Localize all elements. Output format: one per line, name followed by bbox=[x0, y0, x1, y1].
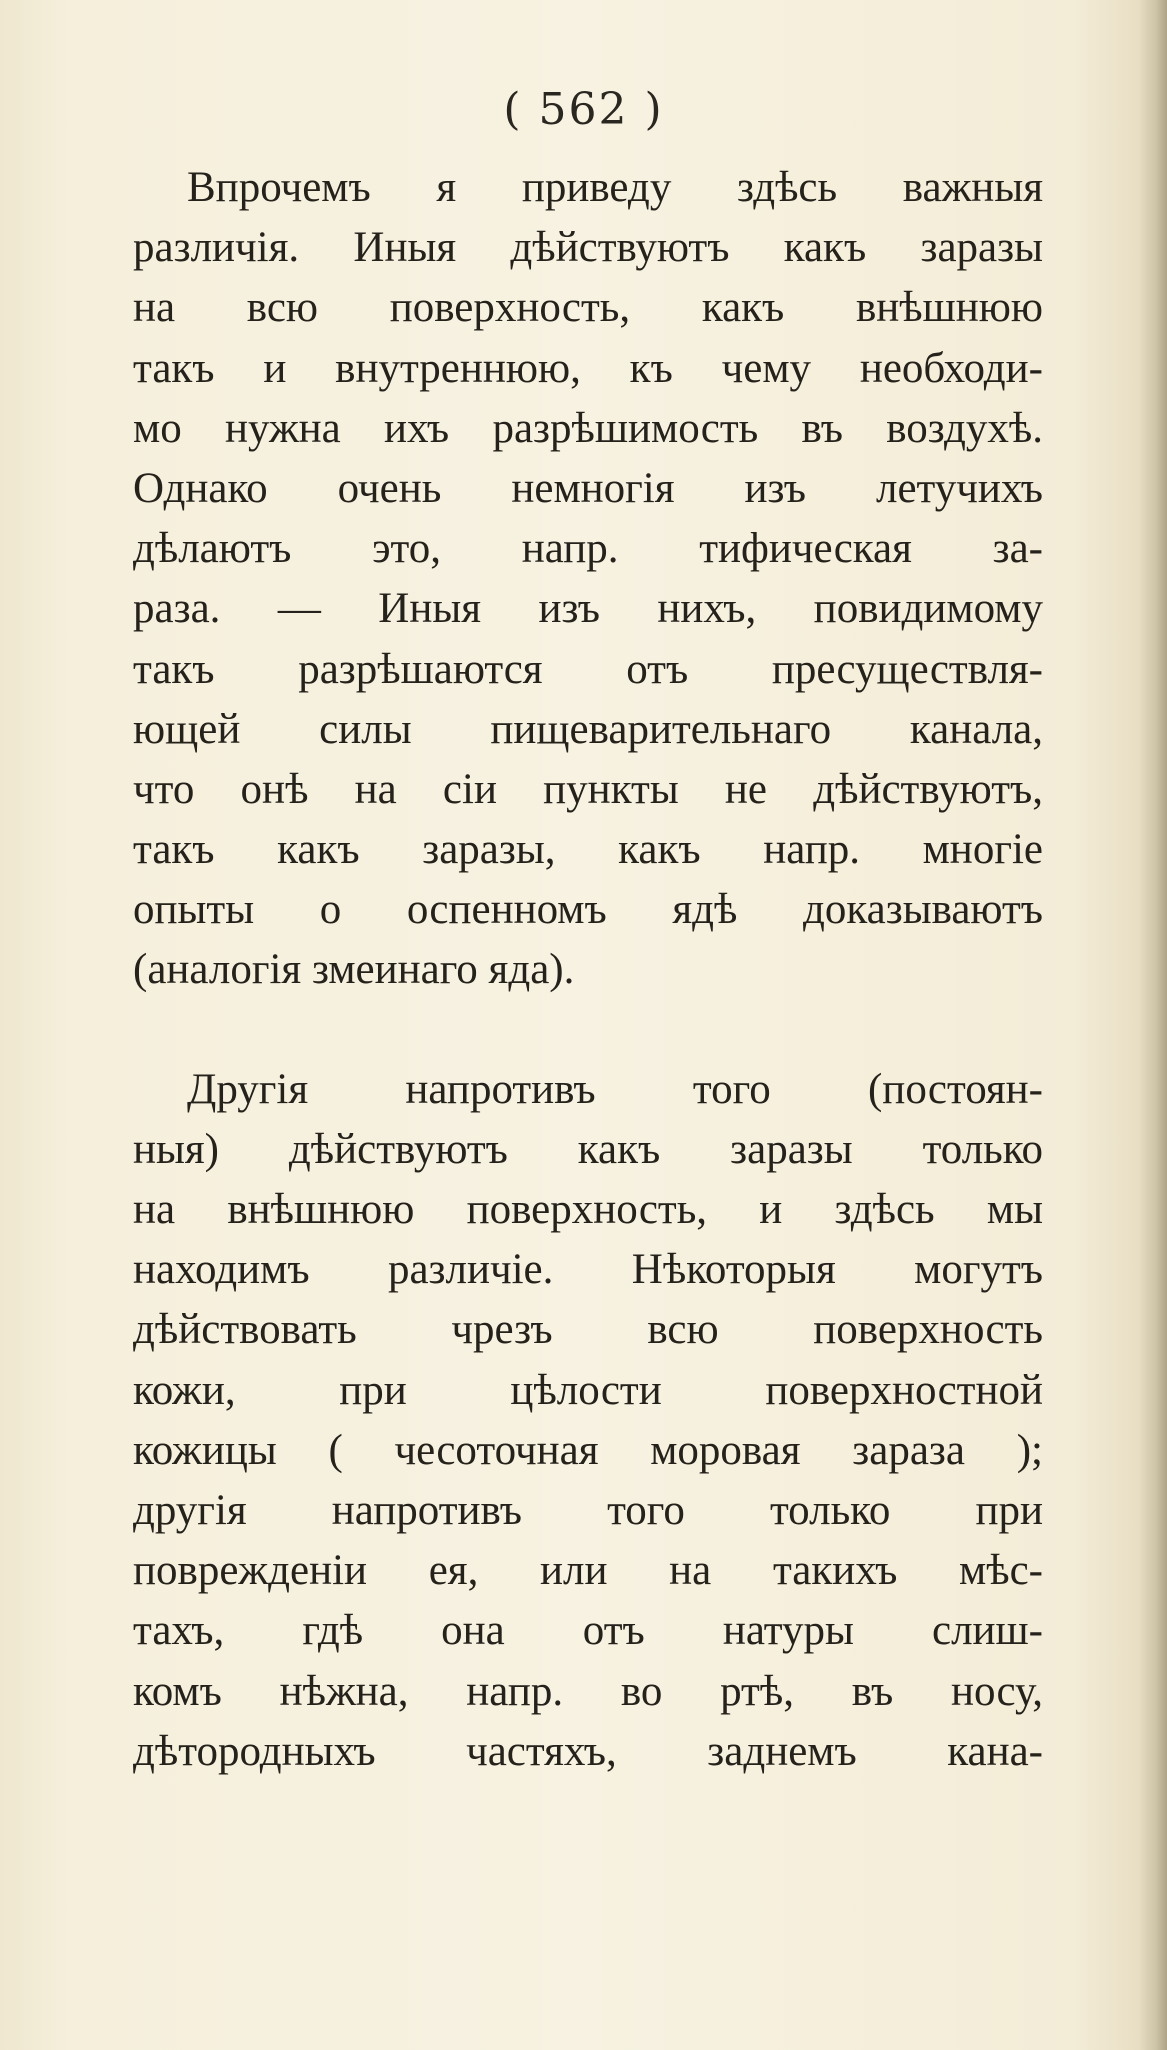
text-line: мо нужна ихъ разрѣшимость въ воздухѣ. bbox=[133, 404, 1043, 452]
body-text bbox=[133, 158, 1043, 1782]
text-line: Другія напротивъ того (постоян- bbox=[187, 1065, 1043, 1113]
page-number: ( 562 ) bbox=[503, 84, 664, 135]
text-line: (аналогія змеинаго яда). bbox=[133, 946, 575, 994]
text-line: ныя) дѣйствуютъ какъ заразы только bbox=[133, 1125, 1043, 1173]
text-line: раза. — Иныя изъ нихъ, повидимому bbox=[133, 585, 1043, 633]
page-edge-shadow bbox=[1139, 0, 1167, 2050]
text-line: такъ какъ заразы, какъ напр. многіе bbox=[133, 826, 1043, 874]
text-line: что онѣ на сіи пункты не дѣйствуютъ, bbox=[133, 765, 1043, 813]
text-line: такъ разрѣшаются отъ пресуществля- bbox=[133, 645, 1043, 693]
text-line: Однако очень немногія изъ летучихъ bbox=[133, 464, 1043, 512]
text-line: дѣлаютъ это, напр. тифическая за- bbox=[133, 525, 1043, 573]
text-line: дѣтородныхъ частяхъ, заднемъ кана- bbox=[133, 1727, 1043, 1775]
text-line: другія напротивъ того только при bbox=[133, 1486, 1043, 1534]
text-line: Впрочемъ я приведу здѣсь важныя bbox=[187, 164, 1043, 211]
text-line: ющей силы пищеварительнаго канала, bbox=[133, 705, 1043, 753]
text-line: такъ и внутреннюю, къ чему необходи- bbox=[133, 344, 1043, 392]
paragraph-2 bbox=[133, 1060, 1043, 1782]
text-line: на всю поверхность, какъ внѣшнюю bbox=[133, 284, 1043, 332]
text-line: кожи, при цѣлости поверхностной bbox=[133, 1366, 1043, 1414]
text-line: дѣйствовать чрезъ всю поверхность bbox=[133, 1306, 1043, 1354]
text-line: опыты о оспенномъ ядѣ доказываютъ bbox=[133, 886, 1043, 934]
text-line: находимъ различіе. Нѣкоторыя могутъ bbox=[133, 1246, 1043, 1294]
paragraph-1 bbox=[133, 158, 1043, 1001]
text-line: поврежденіи ея, или на такихъ мѣс- bbox=[133, 1547, 1043, 1595]
text-line: кожицы ( чесоточная моровая зараза ); bbox=[133, 1426, 1043, 1474]
text-line: на внѣшнюю поверхность, и здѣсь мы bbox=[133, 1186, 1043, 1233]
text-line: различія. Иныя дѣйствуютъ какъ заразы bbox=[133, 224, 1043, 272]
paragraph-spacer bbox=[133, 1001, 1043, 1060]
text-line: комъ нѣжна, напр. во ртѣ, въ носу, bbox=[133, 1667, 1043, 1715]
text-line: тахъ, гдѣ она отъ натуры слиш- bbox=[133, 1607, 1043, 1655]
